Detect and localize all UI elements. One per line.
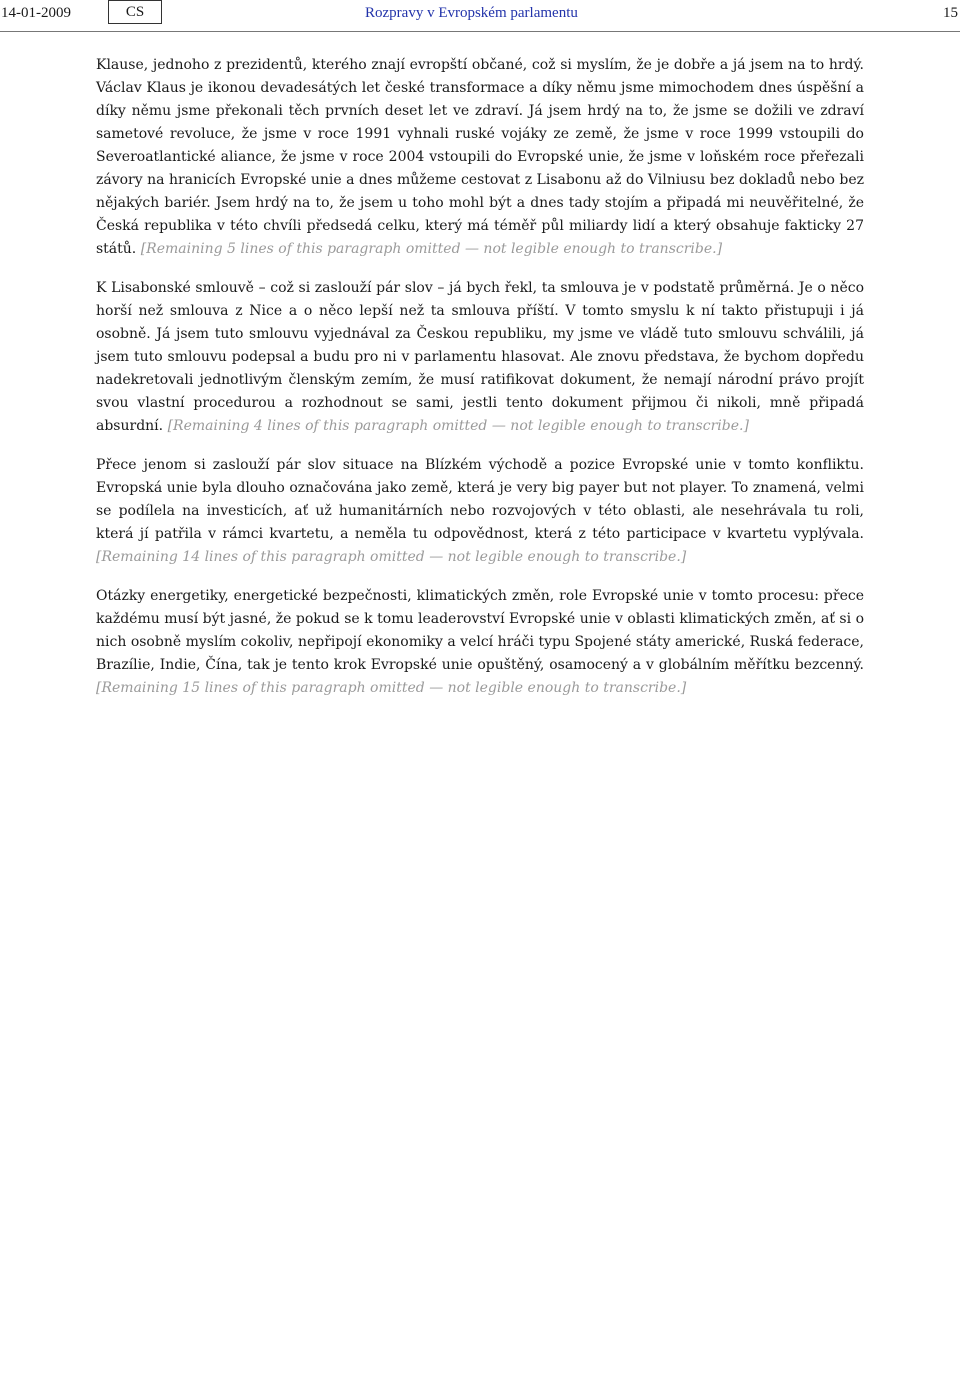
paragraph-2-text: K Lisabonské smlouvě – což si zaslouží pár slov – já bych řekl, ta smlouva je v podstatě průměrná. Je o něco horší než smlouva z Nice a o něco lepší než ta smlouva příští. V tomto smyslu k ní takto přistupuji i já osobně. Já jsem tuto smlouvu vyjednával za Českou republiku, my jsme ve vládě tuto smlouvu schválili, já jsem tuto smlouvu podepsal a budu pro ni v parlamentu hlasovat. Ale znovu představa, že bychom dopředu nadekretovali jednotlivým členským zemím, že musí ratifikovat dokument, že nemají národní právo projít svou vlastní procedurou a rozhodnout se sami, jestli tento dokument přijmou či nikoli, mně připadá absurdní. [96,280,864,434]
paragraph-3-text: Přece jenom si zaslouží pár slov situace na Blízkém východě a pozice Evropské unie v tomto konfliktu. Evropská unie byla dlouho označována jako země, která je very big payer but not player. To znamená, velmi se podílela na investicích, ať už humanitárních nebo rozvojových v této oblasti, ale nesehrávala tu roli, která jí patřila v rámci kvartetu, a neměla tu odpovědnost, která z této participace v kvartetu vyplývala. [96,457,864,542]
paragraph-2-omitted-note: [Remaining 4 lines of this paragraph omitted — not legible enough to transcribe.] [167,418,749,434]
header-date: 14-01-2009 [1,5,71,21]
page-header [0,0,960,32]
paragraph-4-omitted-note: [Remaining 15 lines of this paragraph omitted — not legible enough to transcribe.] [96,680,687,696]
header-page-number: 15 [943,5,958,21]
paragraph-1-omitted-note: [Remaining 5 lines of this paragraph omitted — not legible enough to transcribe.] [140,241,723,257]
paragraph-4 [96,585,864,700]
paragraph-4-text: Otázky energetiky, energetické bezpečnosti, klimatických změn, role Evropské unie v tomto procesu: přece každému musí být jasné, že pokud se k tomu leaderovství Evropské unie v oblasti klimatických změn, ať si o nich osobně myslím cokoliv, nepřipojí ekonomiky a velcí hráči typu Spojené státy americké, Ruská federace, Brazílie, Indie, Čína, tak je tento krok Evropské unie opuštěný, osamocený a v globálním měřítku bezcenný. [96,588,864,673]
paragraph-1-text: Klause, jednoho z prezidentů, kterého znají evropští občané, což si myslím, že je dobře a já jsem na to hrdý. Václav Klaus je ikonou devadesátých let české transformace a díky němu jsme mimochodem dnes úspěšní a díky němu jsme překonali těch prvních deset let ve zdraví. Já jsem hrdý na to, že jsme se dožili ve zdraví sametové revoluce, že jsme v roce 1991 vyhnali ruské vojáky ze země, že jsme v roce 1999 vstoupili do Severoatlantické aliance, že jsme v roce 2004 vstoupili do Evropské unie, že jsme v loňském roce přeřezali závory na hranicích Evropské unie a dnes můžeme cestovat z Lisabonu až do Vilniusu bez dokladů nebo bez nějakých bariér. Jsem hrdý na to, že jsem u toho mohl být a dnes tady stojím a připadá mi neuvěřitelné, že Česká republika v této chvíli předsedá celku, který má téměř půl miliardy lidí a který obsahuje fakticky 27 států. [96,57,864,257]
header-language-box: CS [108,0,162,24]
paragraph-3 [96,454,864,569]
paragraph-1 [96,54,864,261]
paragraph-3-omitted-note: [Remaining 14 lines of this paragraph omitted — not legible enough to transcribe.] [96,549,687,565]
document-body [96,54,864,716]
header-title: Rozpravy v Evropském parlamentu [365,5,578,21]
paragraph-2 [96,277,864,438]
